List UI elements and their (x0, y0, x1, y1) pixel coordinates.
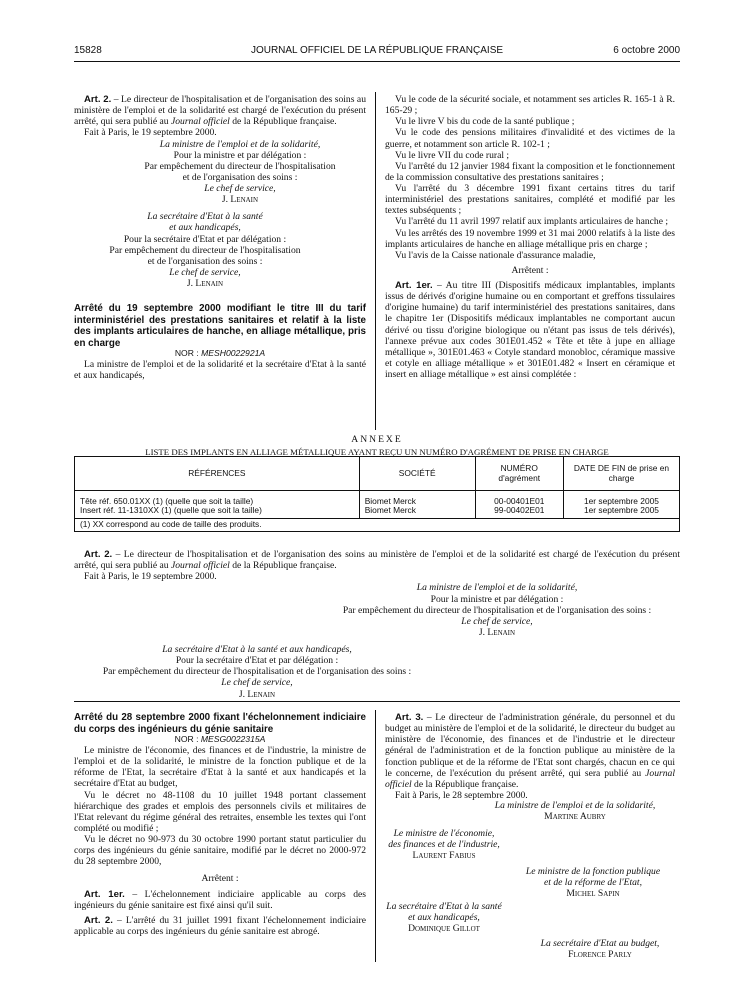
signature-line: Pour la ministre et par délégation : (430, 593, 564, 605)
header-rule (74, 61, 680, 62)
num-row-2: 99-00402E01 (494, 505, 545, 516)
signature-line: La ministre de l'emploi et de la solidarité, (416, 582, 578, 594)
soc-row-1: Biomet Merck (364, 495, 416, 506)
signature-sante (374, 901, 514, 934)
date-row-2: 1er septembre 2005 (583, 505, 659, 516)
signature-line: Par empêchement du directeur de l'hospitalisation et de l'organisation des soins : (102, 666, 412, 678)
top-right-column (385, 94, 675, 380)
sig-name: Martine Aubry (544, 811, 606, 823)
header-references: RÉFÉRENCES (75, 457, 360, 491)
nor-label: NOR : (174, 348, 202, 359)
signature-line: J. Lenain (186, 278, 224, 289)
visa-paragraph: Vu le code des pensions militaires d'invalidité et des victimes de la guerre, et notamment son article R. 102-1 ; (385, 127, 675, 150)
article-text-end: de la République française. (229, 116, 337, 128)
signature-line: Le chef de service, (461, 615, 533, 627)
article-label: Art. 2. (84, 914, 113, 926)
annexe-title: ANNEXE (351, 434, 403, 445)
fait-a-paris-2: Fait à Paris, le 19 septembre 2000. (84, 571, 217, 583)
article-text: – L'échelonnement indiciaire applicable au corps des ingénieurs du génie sanitaire est fixé ainsi qu'il suit. (74, 888, 366, 911)
journal-ref: Journal officiel (170, 560, 230, 572)
sig-title: Le ministre de la fonction publique (525, 866, 661, 877)
nor-reference (74, 349, 366, 359)
signature-line: Par empêchement du directeur de l'hospitalisation (144, 160, 336, 172)
arretent-2: Arrêtent : (201, 873, 239, 885)
cell-references (75, 491, 360, 519)
table-header-row (75, 457, 680, 491)
sig-title: Le ministre de l'économie, (393, 828, 495, 839)
header-date-fin: DATE DE FIN de prise en charge (563, 457, 679, 491)
signature-line: La secrétaire d'Etat à la santé et aux handicapés, (162, 644, 352, 655)
signature-economie (374, 828, 514, 861)
article-3-paragraph (385, 712, 675, 790)
signature-line: et de l'organisation des soins : (182, 171, 298, 183)
signature-line: Le chef de service, (204, 183, 276, 194)
fait-a-paris-3: Fait à Paris, le 28 septembre 2000. (395, 789, 528, 801)
arrete-title-2: Arrêté du 28 septembre 2000 fixant l'échelonnement indiciaire du corps des ingénieurs du génie sanitaire (74, 712, 366, 735)
signature-emploi (470, 800, 680, 822)
article-text: – Au titre III (Dispositifs médicaux implantables, implants issus de dérivés d'origine humaine ou en comportant et greffons tissulaires d'origine humaine) du tarif interministériel des prestations sanitaires, dans le chapitre 1er (Dispositifs médicaux implantables ne comportant aucun dérivé ou tissu d'origine biologique ou n'étant pas issus de tels dérivés), l'annexe prévue aux codes 301E01.452 « Tête et tête à jupe en alliage métallique », 301E01.463 « Cotyle standard monobloc, céramique massive et cotyle en alliage métallique » et 301E01.482 « Insert en céramique et insert en alliage métallique » est ainsi complétée : (385, 280, 676, 380)
signature-line: et aux handicapés, (169, 222, 241, 234)
signature-line: Pour la secrétaire d'Etat et par délégation : (123, 233, 287, 245)
issue-date: 6 octobre 2000 (613, 45, 680, 56)
sig-name: Dominique Gillot (408, 923, 480, 935)
sig-name: Laurent Fabius (412, 850, 476, 862)
article-label: Art. 3. (395, 712, 424, 723)
article-text: – Le directeur de l'administration générale, du personnel et du budget au ministère de l'emploi et de la solidarité, le directeur du budget au ministère de l'économie, des finances et de l'industrie et le directeur général de l'administration et de la fonction publique au ministère de la fonction publique et de la réforme de l'Etat sont chargés, chacun en ce qui le concerne, de l'exécution du présent arrêté, qui sera publié au (385, 712, 675, 779)
visas-list (385, 94, 675, 261)
signature-block-secretaire-2 (74, 644, 440, 700)
article-text: – Le directeur de l'hospitalisation et de l'organisation des soins au ministère de l'emploi et de la solidarité est chargé de l'exécution du présent arrêté, qui sera publié au (74, 549, 680, 572)
sig-name: Michel Sapin (566, 888, 620, 900)
page-header (74, 45, 680, 59)
article-label: Art. 1er. (84, 888, 125, 900)
article-1-paragraph (385, 280, 675, 380)
journal-ref: Journal officiel (385, 767, 675, 790)
article-text: – L'arrêté du 31 juillet 1991 fixant l'échelonnement indiciaire applicable au corps des ingénieurs du génie sanitaire est abrogé. (74, 914, 366, 937)
sig-title: La secrétaire d'Etat à la santé (386, 901, 502, 912)
sig-title-2: et de la réforme de l'Etat, (544, 877, 642, 889)
cell-date (563, 491, 679, 519)
signature-line: Le chef de service, (169, 266, 241, 278)
intro-paragraph: La ministre de l'emploi et de la solidarité et la secrétaire d'Etat à la santé et aux handicapés, (74, 359, 366, 382)
nor-code: MESH0022921A (201, 348, 266, 359)
section-rule (74, 701, 680, 702)
nor-code: MESG0022315A (200, 734, 266, 745)
signature-line: Par empêchement du directeur de l'hospitalisation (109, 244, 301, 256)
visa-paragraph: Vu l'arrêté du 11 avril 1997 relatif aux implants articulaires de hanche ; (395, 216, 669, 228)
sig-title: La secrétaire d'Etat au budget, (540, 938, 660, 949)
preamble-paragraph: Le ministre de l'économie, des finances et de l'industrie, la ministre de l'emploi et de la solidarité, le ministre de la fonction publique et de la réforme de l'Etat, la secrétaire d'Etat à la santé et aux handicapés et la secrétaire d'Etat au budget, (74, 745, 366, 790)
article-label: Art. 1er. (395, 280, 433, 291)
preamble (74, 745, 366, 867)
signature-line: J. Lenain (478, 626, 516, 638)
visa-paragraph: Vu le livre VII du code rural ; (395, 149, 510, 161)
signature-fonction-publique (506, 866, 680, 899)
column-divider (375, 92, 376, 430)
header-societe: SOCIÉTÉ (359, 457, 475, 491)
signature-line: Pour la ministre et par délégation : (173, 149, 307, 161)
signature-line: La secrétaire d'Etat à la santé (147, 211, 263, 223)
article-text-end: de la République française. (411, 778, 519, 790)
article-text: – Le directeur de l'hospitalisation et de l'organisation des soins au ministère de l'emploi et de la solidarité est chargé de l'exécution du présent arrêté, qui sera publié au (74, 94, 366, 128)
top-left-column (74, 94, 366, 382)
ref-row-2: Insert réf. 11-1310XX (1) (quelle que soit la taille) (80, 505, 262, 516)
signature-line: Le chef de service, (221, 677, 293, 689)
visa-paragraph: Vu l'arrêté du 3 décembre 1991 fixant certains titres du tarif interministériel des prestations sanitaires, complété et modifié par les textes subséquents ; (385, 183, 675, 217)
page-number: 15828 (74, 45, 102, 56)
article-1-paragraph-2 (74, 889, 366, 911)
article-2-paragraph-2 (74, 549, 680, 571)
table-footnote-row (75, 519, 680, 532)
arrete-title: Arrêté du 19 septembre 2000 modifiant le titre III du tarif interministériel des prestations sanitaires et relatif à la liste des implants articulaires de hanche, en alliage métallique, pris en charge (74, 303, 366, 349)
signature-block-ministre (114, 139, 366, 206)
article-label: Art. 2. (84, 94, 112, 105)
date-row-1: 1er septembre 2005 (583, 495, 659, 506)
signature-line: J. Lenain (238, 688, 276, 700)
middle-block (74, 549, 680, 700)
signature-budget (520, 938, 680, 960)
signature-line: Pour la secrétaire d'Etat et par délégation : (175, 655, 339, 667)
nor-reference-2 (74, 735, 366, 745)
preamble-paragraph: Vu le décret no 90-973 du 30 octobre 1990 portant statut particulier du corps des ingénieurs du génie sanitaire, modifié par le décret no 2000-972 du 28 septembre 2000, (74, 834, 366, 868)
article-label: Art. 2. (84, 549, 113, 560)
annexe-subtitle: LISTE DES IMPLANTS EN ALLIAGE MÉTALLIQUE AYANT REÇU UN NUMÉRO D'AGRÉMENT DE PRISE EN CHARGE (145, 447, 609, 457)
fait-a-paris: Fait à Paris, le 19 septembre 2000. (84, 127, 217, 139)
ref-row-1: Tête réf. 650.01XX (1) (quelle que soit la taille) (80, 495, 254, 506)
signature-line: et de l'organisation des soins : (147, 255, 263, 267)
sig-name: Florence Parly (568, 949, 632, 961)
journal-ref: Journal officiel (170, 116, 230, 128)
visa-paragraph: Vu le code de la sécurité sociale, et notamment ses articles R. 165-1 à R. 165-29 ; (385, 94, 675, 117)
signature-block-secretaire (74, 211, 336, 289)
signature-line: J. Lenain (221, 194, 259, 206)
visa-paragraph: Vu l'avis de la Caisse nationale d'assurance maladie, (395, 249, 596, 261)
arretent: Arrêtent : (511, 264, 549, 276)
article-2-paragraph (74, 94, 366, 127)
journal-title: JOURNAL OFFICIEL DE LA RÉPUBLIQUE FRANÇAISE (250, 45, 504, 56)
sig-title-2: et aux handicapés, (408, 912, 480, 924)
nor-label: NOR : (174, 734, 201, 745)
cell-societe (359, 491, 475, 519)
sig-title: La ministre de l'emploi et de la solidarité, (494, 800, 656, 811)
article-text-end: de la République française. (229, 560, 337, 572)
table-body-row (75, 491, 680, 519)
bottom-left-column (74, 712, 366, 937)
cell-numero (475, 491, 563, 519)
signature-line: Par empêchement du directeur de l'hospitalisation et de l'organisation des soins : (342, 604, 652, 616)
annexe-table (74, 456, 680, 532)
header-numero: NUMÉRO d'agrément (475, 457, 563, 491)
table-footnote: (1) XX correspond au code de taille des produits. (75, 519, 680, 532)
num-row-1: 00-00401E01 (494, 495, 545, 506)
preamble-paragraph: Vu le décret no 48-1108 du 10 juillet 1948 portant classement hiérarchique des grades et emplois des personnels civils et militaires de l'Etat relevant du régime général des retraites, ensemble les textes qui l'ont complété ou modifié ; (74, 789, 366, 834)
visa-paragraph: Vu l'arrêté du 12 janvier 1984 fixant la composition et le fonctionnement de la commission consultative des prestations sanitaires ; (385, 160, 675, 183)
visa-paragraph: Vu les arrêtés des 19 novembre 1999 et 31 mai 2000 relatifs à la liste des implants articulaires de hanche en alliage métallique pris en charge ; (385, 227, 675, 250)
article-2-paragraph-3 (74, 915, 366, 937)
soc-row-2: Biomet Merck (364, 505, 416, 516)
signature-block-ministre-2 (314, 582, 680, 638)
signature-line: La ministre de l'emploi et de la solidarité, (159, 138, 321, 150)
visa-paragraph: Vu le livre V bis du code de la santé publique ; (395, 116, 575, 128)
bottom-right-column (385, 712, 675, 801)
sig-title-2: des finances et de l'industrie, (388, 839, 500, 851)
